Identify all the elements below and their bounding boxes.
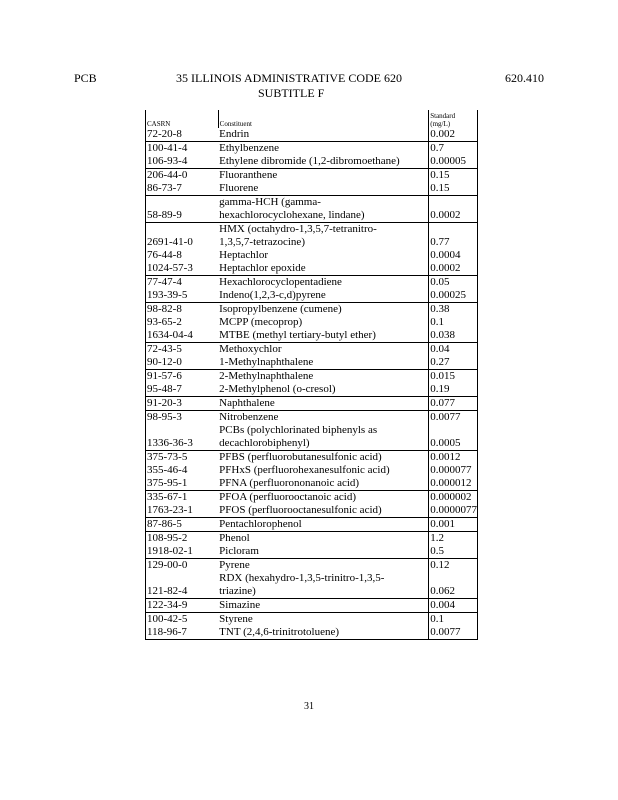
standard-cell: 0.0000077 bbox=[430, 504, 477, 516]
standards-table bbox=[145, 110, 478, 640]
standard-cell: 0.7 bbox=[429, 142, 478, 156]
casrn-cell: 100-41-4 bbox=[146, 142, 219, 156]
constituent-cell: RDX (hexahydro-1,3,5-trinitro-1,3,5- triazine) bbox=[218, 572, 429, 599]
constituent-cell: TNT (2,4,6-trinitrotoluene) bbox=[218, 626, 429, 640]
constituent-cell: Nitrobenzene bbox=[218, 411, 429, 425]
standard-cell: 0.0077 bbox=[429, 411, 478, 425]
table-row bbox=[146, 370, 478, 384]
constituent-cell: 2-Methylnaphthalene bbox=[218, 370, 429, 384]
casrn-cell: 118-96-7 bbox=[146, 626, 219, 640]
table-row bbox=[146, 356, 478, 370]
constituent-cell: PFOA (perfluorooctanoic acid) bbox=[218, 491, 429, 505]
standard-cell: 0.000077 bbox=[429, 464, 478, 477]
table-row bbox=[146, 451, 478, 465]
casrn-cell: 91-20-3 bbox=[146, 397, 219, 411]
table-row bbox=[146, 182, 478, 196]
table-row bbox=[146, 559, 478, 573]
table-row bbox=[146, 316, 478, 329]
page-number: 31 bbox=[304, 701, 314, 712]
constituent-cell: Pyrene bbox=[218, 559, 429, 573]
constituent-cell: PFOS (perfluorooctanesulfonic acid) bbox=[218, 504, 429, 518]
constituent-cell: gamma-HCH (gamma- hexachlorocyclohexane, lindane) bbox=[218, 196, 429, 223]
constituent-cell: Ethylbenzene bbox=[218, 142, 429, 156]
standard-cell: 0.0012 bbox=[429, 451, 478, 465]
casrn-cell: 86-73-7 bbox=[146, 182, 219, 196]
casrn-cell: 1918-02-1 bbox=[146, 545, 219, 559]
standard-cell: 0.27 bbox=[429, 356, 478, 370]
casrn-cell: 193-39-5 bbox=[146, 289, 219, 303]
constituent-cell: PFHxS (perfluorohexanesulfonic acid) bbox=[218, 464, 429, 477]
standard-cell: 0.1 bbox=[429, 316, 478, 329]
header-casrn: CASRN bbox=[146, 110, 219, 128]
table-row bbox=[146, 545, 478, 559]
standard-cell: 0.77 bbox=[429, 223, 478, 250]
standard-cell: 0.015 bbox=[429, 370, 478, 384]
standard-cell: 0.00025 bbox=[429, 289, 478, 303]
header-constituent: Constituent bbox=[218, 110, 429, 128]
table-row bbox=[146, 128, 478, 142]
casrn-cell: 77-47-4 bbox=[146, 276, 219, 290]
standard-cell: 0.002 bbox=[429, 128, 478, 142]
standard-cell: 0.001 bbox=[429, 518, 478, 532]
casrn-cell: 72-43-5 bbox=[146, 343, 219, 357]
table-row bbox=[146, 572, 478, 599]
casrn-cell: 2691-41-0 bbox=[146, 223, 219, 250]
constituent-cell: Methoxychlor bbox=[218, 343, 429, 357]
table-row bbox=[146, 142, 478, 156]
table-row bbox=[146, 504, 478, 518]
constituent-cell: Fluorene bbox=[218, 182, 429, 196]
table-row bbox=[146, 613, 478, 627]
casrn-cell: 122-34-9 bbox=[146, 599, 219, 613]
casrn-cell: 93-65-2 bbox=[146, 316, 219, 329]
table-row bbox=[146, 477, 478, 491]
casrn-cell: 100-42-5 bbox=[146, 613, 219, 627]
constituent-cell: MCPP (mecoprop) bbox=[218, 316, 429, 329]
standard-cell: 0.04 bbox=[429, 343, 478, 357]
casrn-cell: 335-67-1 bbox=[146, 491, 219, 505]
table-row bbox=[146, 223, 478, 250]
standard-cell: 0.038 bbox=[429, 329, 478, 343]
standard-cell: 0.0002 bbox=[429, 196, 478, 223]
table-row bbox=[146, 491, 478, 505]
constituent-cell: Isopropylbenzene (cumene) bbox=[218, 303, 429, 317]
casrn-cell: 355-46-4 bbox=[146, 464, 219, 477]
table-row bbox=[146, 196, 478, 223]
casrn-cell: 90-12-0 bbox=[146, 356, 219, 370]
table-row bbox=[146, 397, 478, 411]
casrn-cell: 121-82-4 bbox=[146, 572, 219, 599]
constituent-cell: PFNA (perfluorononanoic acid) bbox=[218, 477, 429, 491]
standard-cell: 0.15 bbox=[429, 182, 478, 196]
table-row bbox=[146, 343, 478, 357]
constituent-cell: Simazine bbox=[218, 599, 429, 613]
constituent-cell: PCBs (polychlorinated biphenyls as decachlorobiphenyl) bbox=[218, 424, 429, 451]
casrn-cell: 106-93-4 bbox=[146, 155, 219, 169]
standard-cell: 0.0002 bbox=[429, 262, 478, 276]
standard-cell: 0.0077 bbox=[429, 626, 478, 640]
table-row bbox=[146, 169, 478, 183]
casrn-cell: 98-95-3 bbox=[146, 411, 219, 425]
header-title: 35 ILLINOIS ADMINISTRATIVE CODE 620 bbox=[176, 71, 402, 85]
standard-cell: 0.1 bbox=[429, 613, 478, 627]
casrn-cell: 1024-57-3 bbox=[146, 262, 219, 276]
standard-cell: 0.00005 bbox=[429, 155, 478, 169]
table-row bbox=[146, 411, 478, 425]
table-row bbox=[146, 599, 478, 613]
constituent-cell: Heptachlor bbox=[218, 249, 429, 262]
constituent-cell: Pentachlorophenol bbox=[218, 518, 429, 532]
standard-cell: 0.062 bbox=[429, 572, 478, 599]
table-row bbox=[146, 532, 478, 546]
standard-cell: 0.000012 bbox=[429, 477, 478, 491]
constituent-cell: Naphthalene bbox=[218, 397, 429, 411]
casrn-cell: 87-86-5 bbox=[146, 518, 219, 532]
table-row bbox=[146, 518, 478, 532]
casrn-cell: 375-95-1 bbox=[146, 477, 219, 491]
casrn-cell: 206-44-0 bbox=[146, 169, 219, 183]
casrn-cell: 91-57-6 bbox=[146, 370, 219, 384]
constituent-cell: Hexachlorocyclopentadiene bbox=[218, 276, 429, 290]
constituent-cell: 1-Methylnaphthalene bbox=[218, 356, 429, 370]
constituent-cell: Styrene bbox=[218, 613, 429, 627]
table-row bbox=[146, 289, 478, 303]
casrn-cell: 95-48-7 bbox=[146, 383, 219, 397]
standard-cell: 0.077 bbox=[429, 397, 478, 411]
constituent-cell: Phenol bbox=[218, 532, 429, 546]
constituent-cell: 2-Methylphenol (o-cresol) bbox=[218, 383, 429, 397]
constituent-cell: Heptachlor epoxide bbox=[218, 262, 429, 276]
casrn-cell: 375-73-5 bbox=[146, 451, 219, 465]
standard-cell: 0.004 bbox=[429, 599, 478, 613]
constituent-cell: Indeno(1,2,3-c,d)pyrene bbox=[218, 289, 429, 303]
standard-cell: 0.38 bbox=[429, 303, 478, 317]
constituent-cell: Endrin bbox=[218, 128, 429, 142]
standard-cell: 0.15 bbox=[429, 169, 478, 183]
standard-cell: 0.05 bbox=[429, 276, 478, 290]
casrn-cell: 72-20-8 bbox=[146, 128, 219, 142]
header-standard: Standard (mg/L) bbox=[429, 110, 478, 128]
table-header-row bbox=[146, 110, 478, 128]
standard-cell: 0.5 bbox=[429, 545, 478, 559]
casrn-cell: 58-89-9 bbox=[146, 196, 219, 223]
standard-cell: 0.000002 bbox=[429, 491, 478, 505]
standard-cell: 1.2 bbox=[429, 532, 478, 546]
standard-cell: 0.19 bbox=[429, 383, 478, 397]
table-row bbox=[146, 424, 478, 451]
casrn-cell: 1634-04-4 bbox=[146, 329, 219, 343]
constituent-cell: PFBS (perfluorobutanesulfonic acid) bbox=[218, 451, 429, 465]
casrn-cell: 76-44-8 bbox=[146, 249, 219, 262]
table-row bbox=[146, 262, 478, 276]
constituent-cell: Fluoranthene bbox=[218, 169, 429, 183]
constituent-cell: Ethylene dibromide (1,2-dibromoethane) bbox=[218, 155, 429, 169]
table-row bbox=[146, 464, 478, 477]
table-row bbox=[146, 155, 478, 169]
header-left: PCB bbox=[74, 71, 97, 85]
constituent-cell: MTBE (methyl tertiary-butyl ether) bbox=[218, 329, 429, 343]
standard-cell: 0.0005 bbox=[429, 424, 478, 451]
casrn-cell: 108-95-2 bbox=[146, 532, 219, 546]
constituent-cell: Picloram bbox=[218, 545, 429, 559]
header-section: 620.410 bbox=[505, 71, 544, 85]
table-row bbox=[146, 249, 478, 262]
casrn-cell: 1336-36-3 bbox=[146, 424, 219, 451]
table-row bbox=[146, 626, 478, 640]
standard-cell: 0.12 bbox=[429, 559, 478, 573]
table-row bbox=[146, 383, 478, 397]
casrn-cell: 1763-23-1 bbox=[146, 504, 219, 518]
casrn-cell: 98-82-8 bbox=[146, 303, 219, 317]
header-subtitle: SUBTITLE F bbox=[258, 86, 325, 100]
constituent-cell: HMX (octahydro-1,3,5,7-tetranitro- 1,3,5,7-tetrazocine) bbox=[218, 223, 429, 250]
table-row bbox=[146, 276, 478, 290]
table-row bbox=[146, 329, 478, 343]
standard-cell: 0.0004 bbox=[429, 249, 478, 262]
casrn-cell: 129-00-0 bbox=[146, 559, 219, 573]
table-row bbox=[146, 303, 478, 317]
